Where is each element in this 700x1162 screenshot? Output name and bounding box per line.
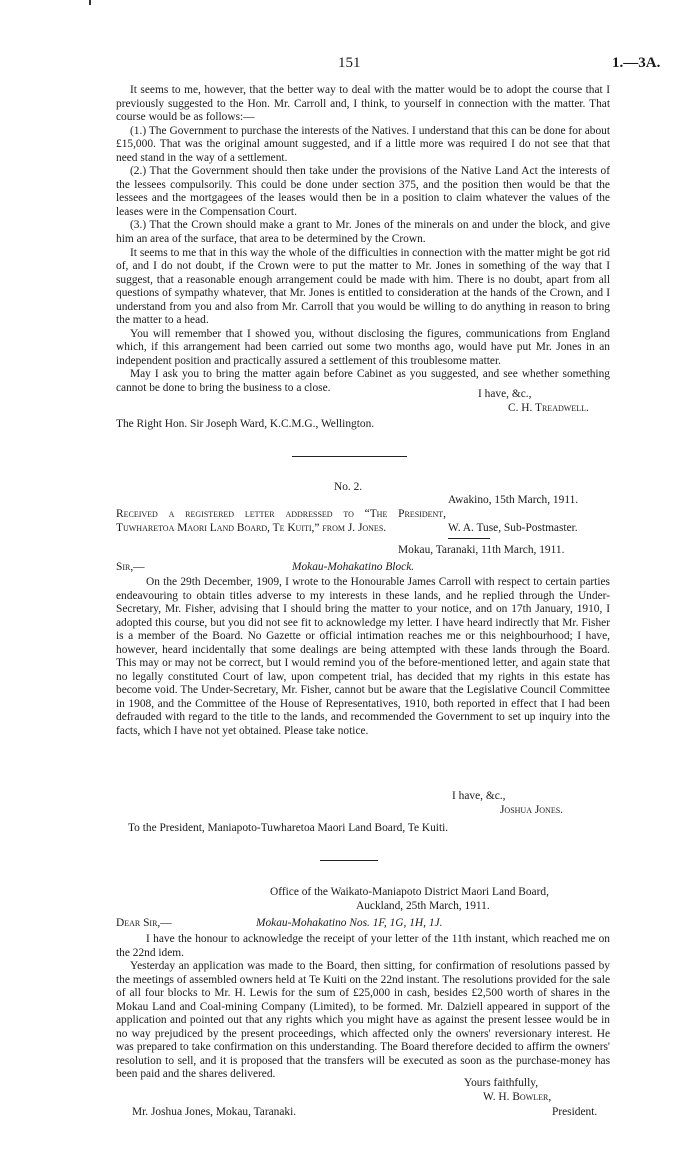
letter3-paragraph: I have the honour to acknowledge the receipt of your letter of the 11th instant, which reached me on the 22nd idem.	[116, 933, 610, 959]
margin-mark	[89, 0, 91, 5]
letter1-signature: C. H. Treadwell.	[508, 402, 589, 414]
letter1-body	[116, 84, 610, 396]
letter3-closing: Yours faithfully,	[464, 1077, 539, 1089]
section-code: 1.—3A.	[612, 55, 661, 71]
letter2-addressee: To the President, Maniapoto-Tuwharetoa Maori Land Board, Te Kuiti.	[128, 822, 449, 834]
letter2-closing: I have, &c.,	[452, 790, 506, 802]
letter3-subject: Mokau-Mohakatino Nos. 1F, 1G, 1H, 1J.	[256, 917, 443, 929]
section-divider	[320, 860, 378, 861]
letter3-office-line1: Office of the Waikato-Maniapoto District Maori Land Board,	[270, 886, 549, 898]
letter1-addressee: The Right Hon. Sir Joseph Ward, K.C.M.G., Wellington.	[116, 418, 375, 430]
letter1-paragraph: It seems to me, however, that the better way to deal with the matter would be to adopt the course that I previously suggested to the Hon. Mr. Carroll and, I think, to yourself in connection with the matter. That course would be as follows:—	[116, 84, 610, 124]
letter3-body	[116, 933, 610, 1082]
letter3-office-line2: Auckland, 25th March, 1911.	[356, 900, 490, 912]
letter2-paragraph: On the 29th December, 1909, I wrote to the Honourable James Carroll with respect to certain parties endeavouring to obtain titles adverse to my interests in these lands, and he replied through the Under-Secretary, Mr. Fisher, advising that I should bring the matter to your notice, and on 17th January, 1910, I adopted this course, but you did not see fit to acknowledge my letter. I have heard indirectly that Mr. Fisher is a member of the Board. No Gazette or official intimation reaches me or this neighbourhood; I have, however, heard incidentally that some dealings are being attempted with these lands through the Board. This may or may not be correct, but I would remind you of the before-mentioned letter, and again state that no legally constituted Court of law, upon competent trial, has decided that my rights in this estate has become void. The Under-Secretary, Mr. Fisher, cannot but be aware that the Legislative Council Committee in 1908, and the Committee of the House of Representatives, 1910, both reported in effect that I had been defrauded with regard to the title to the lands, and recommended the Government to set up inquiry into the facts, which I have not yet obtained. Please take notice.	[116, 576, 610, 738]
letter2-postmaster: W. A. Tuse, Sub-Postmaster.	[448, 522, 578, 534]
short-rule	[448, 538, 490, 539]
letter1-paragraph: (3.) That the Crown should make a grant to Mr. Jones of the minerals on and under the block, and give him an area of the surface, that area to be determined by the Crown.	[116, 219, 610, 246]
letter2-salutation: Sir,—	[116, 561, 145, 573]
letter3-salutation: Dear Sir,—	[116, 917, 172, 929]
letter2-body	[116, 576, 610, 739]
letter2-subject: Mokau-Mohakatino Block.	[292, 561, 415, 573]
letter3-paragraph: Yesterday an application was made to the Board, then sitting, for confirmation of resolutions passed by the meetings of assembled owners held at Te Kuiti on the 22nd instant. The resolutions provided for the sale of all four blocks to Mr. H. Lewis for the sum of £25,000 in cash, besides £2,500 worth of shares in the Mokau Land and Coal-mining Company (Limited), to be formed. Mr. Dalziell appeared in support of the application and pointed out that any rights which you might have as against the present lessee would be in no way prejudiced by the present proceedings, which affected only the owners' reversionary interest. He was prepared to take confirmation on this understanding. The Board therefore decided to affirm the owners' resolution to sell, and it is proposed that the transfers will be executed as soon as the purchase-money has been paid and the shares delivered.	[116, 960, 610, 1081]
letter2-received	[116, 508, 446, 535]
letter1-closing: I have, &c.,	[478, 388, 532, 400]
letter2-inner-date: Mokau, Taranaki, 11th March, 1911.	[398, 544, 565, 556]
letter2-number: No. 2.	[334, 481, 363, 493]
letter1-paragraph: It seems to me that in this way the whole of the difficulties in connection with the matter might be got rid of, and I do not doubt, if the Crown were to put the matter to Mr. Jones in something of the way that I suggest, that a reasonable enough arrangement could be made with him. There is no doubt, apart from all questions of sympathy whatever, that Mr. Jones is entitled to consideration at the hands of the Crown, and I understand from you and also from Mr. Carroll that you would be willing to do anything in reason to bring the matter to a head.	[116, 246, 610, 327]
received-line: Received a registered letter addressed to “The President, Tuwharetoa Maori Land Board, Te Kuiti,” from J. Jones.	[116, 508, 446, 534]
letter1-paragraph: (2.) That the Government should then take under the provisions of the Native Land Act the interests of the lessees compulsorily. This could be done under section 375, and the position then would be that the lessees and the mortgagees of the leases would then be in a position to claim whatever the values of the leases were in the Compensation Court.	[116, 165, 610, 218]
letter3-title: President.	[552, 1106, 598, 1118]
letter3-signature: W. H. Bowler,	[483, 1091, 552, 1103]
page-number: 151	[338, 55, 361, 71]
letter2-signature: Joshua Jones.	[500, 804, 564, 816]
letter2-place-date: Awakino, 15th March, 1911.	[448, 494, 579, 506]
letter1-paragraph: You will remember that I showed you, without disclosing the figures, communications from England which, if this arrangement had been carried out some two months ago, would have put Mr. Jones in an independent position and practically assured a settlement of this troublesome matter.	[116, 327, 610, 367]
section-divider	[292, 456, 407, 457]
letter1-paragraph: (1.) The Government to purchase the interests of the Natives. I understand that this can be done for about £15,000. That was the original amount suggested, and if a little more was required I do not see that that need stand in the way of a settlement.	[116, 124, 610, 164]
letter1-paragraph: May I ask you to bring the matter again before Cabinet as you suggested, and see whether something cannot be done to bring the business to a close.	[116, 368, 610, 395]
letter3-addressee: Mr. Joshua Jones, Mokau, Taranaki.	[132, 1106, 297, 1118]
